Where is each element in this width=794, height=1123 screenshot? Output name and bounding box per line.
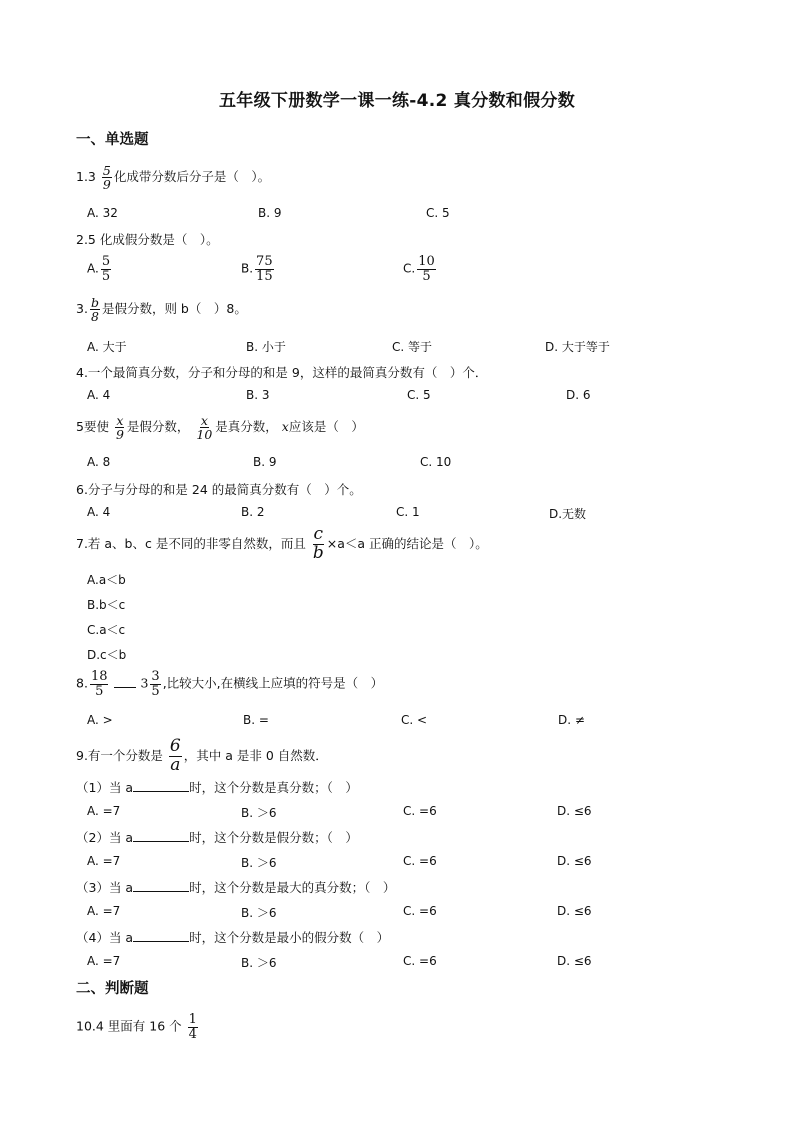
q6-option-b[interactable]: B. 2 bbox=[241, 505, 265, 519]
answer-blank[interactable] bbox=[133, 829, 189, 842]
q7-option-d[interactable]: D.c＜b bbox=[87, 648, 127, 662]
q6-option-d[interactable]: D.无数 bbox=[549, 507, 587, 521]
q5-option-a[interactable]: A. 8 bbox=[87, 455, 111, 469]
question-2: 2.5 化成假分数是（ ）。 bbox=[76, 232, 219, 247]
fraction-b-8: $\frac{b}{8}$ bbox=[90, 295, 99, 325]
question-1-text: 化成带分数后分子是（ ）。 bbox=[113, 169, 271, 185]
q4-option-a[interactable]: A. 4 bbox=[87, 388, 111, 402]
q9-sub-3: （3）当 a 时，这个分数是最大的真分数；（ ） bbox=[76, 880, 396, 895]
fraction-c-b: $\frac{c}{b}$ bbox=[312, 524, 324, 563]
q8-option-b[interactable]: B. = bbox=[243, 713, 269, 727]
q4-option-b[interactable]: B. 3 bbox=[246, 388, 270, 402]
q4-option-c[interactable]: C. 5 bbox=[407, 388, 431, 402]
q9-3-option-c[interactable]: C. =6 bbox=[403, 904, 437, 918]
q9-2-option-a[interactable]: A. =7 bbox=[87, 854, 121, 868]
q7-option-a[interactable]: A.a＜b bbox=[87, 573, 126, 587]
fraction-5-9: $\frac{5}{9}$ bbox=[102, 163, 111, 193]
question-9: 9.有一个分数是 $\frac{6}{a}$ ，其中 a 是非 0 自然数． bbox=[76, 736, 328, 775]
q9-3-option-d[interactable]: D. ≤6 bbox=[557, 904, 592, 918]
q5-option-c[interactable]: C. 10 bbox=[420, 455, 452, 469]
section-heading-single-choice: 一、单选题 bbox=[76, 132, 149, 148]
q2-option-c[interactable]: C. $\frac{10}{5}$ bbox=[403, 254, 435, 284]
section-heading-true-false: 二、判断题 bbox=[76, 981, 149, 997]
q9-4-option-b[interactable]: B. ＞6 bbox=[241, 956, 277, 970]
q9-1-option-d[interactable]: D. ≤6 bbox=[557, 804, 592, 818]
q9-4-option-d[interactable]: D. ≤6 bbox=[557, 954, 592, 968]
question-1-prefix: 1.3 bbox=[76, 169, 96, 185]
fraction-10-5: $\frac{10}{5}$ bbox=[418, 254, 435, 284]
q3-option-a[interactable]: A. 大于 bbox=[87, 340, 127, 354]
q9-sub-4: （4）当 a 时，这个分数是最小的假分数（ ） bbox=[76, 930, 390, 945]
question-7: 7.若 a、b、c 是不同的非零自然数，而且 $\frac{c}{b}$ ×a＜a 正确的结论是（ ）。 bbox=[76, 524, 488, 563]
q9-2-option-b[interactable]: B. ＞6 bbox=[241, 856, 277, 870]
question-3: 3. $\frac{b}{8}$ 是假分数，则 b（ ）8。 bbox=[76, 295, 247, 325]
question-10: 10.4 里面有 16 个 $\frac{1}{4}$ bbox=[76, 1012, 197, 1042]
q9-3-option-b[interactable]: B. ＞6 bbox=[241, 906, 277, 920]
q2-option-b[interactable]: B. $\frac{75}{15}$ bbox=[241, 254, 273, 284]
fraction-x-10: $\frac{x}{10}$ bbox=[196, 413, 213, 443]
q9-4-option-a[interactable]: A. =7 bbox=[87, 954, 121, 968]
fraction-5-5: $\frac{5}{5}$ bbox=[101, 254, 111, 284]
q8-option-c[interactable]: C. < bbox=[401, 713, 428, 727]
q9-sub-1: （1）当 a 时，这个分数是真分数；（ ） bbox=[76, 780, 358, 795]
mixed-fraction-3-5: $\frac{3}{5}$ bbox=[151, 669, 160, 699]
question-4: 4.一个最简真分数，分子和分母的和是 9，这样的最简真分数有（ ）个． bbox=[76, 365, 488, 380]
fraction-18-5: $\frac{18}{5}$ bbox=[90, 669, 108, 699]
q3-option-d[interactable]: D. 大于等于 bbox=[545, 340, 610, 354]
q1-option-b[interactable]: B. 9 bbox=[258, 206, 282, 220]
fraction-75-15: $\frac{75}{15}$ bbox=[256, 254, 273, 284]
q9-1-option-c[interactable]: C. =6 bbox=[403, 804, 437, 818]
q9-sub-2: （2）当 a 时，这个分数是假分数；（ ） bbox=[76, 830, 358, 845]
answer-blank[interactable] bbox=[133, 879, 189, 892]
q4-option-d[interactable]: D. 6 bbox=[566, 388, 591, 402]
fraction-1-4: $\frac{1}{4}$ bbox=[188, 1012, 197, 1042]
q1-option-a[interactable]: A. 32 bbox=[87, 206, 118, 220]
fraction-x-9: $\frac{x}{9}$ bbox=[115, 413, 124, 443]
answer-blank[interactable] bbox=[133, 779, 189, 792]
question-6: 6.分子与分母的和是 24 的最简真分数有（ ）个。 bbox=[76, 482, 362, 497]
question-5: 5要使 $\frac{x}{9}$ 是假分数， $\frac{x}{10}$ 是真分数， x应该是（ ） bbox=[76, 413, 364, 443]
q3-option-c[interactable]: C. 等于 bbox=[392, 340, 433, 354]
q9-1-option-a[interactable]: A. =7 bbox=[87, 804, 121, 818]
q7-option-c[interactable]: C.a＜c bbox=[87, 623, 126, 637]
q9-2-option-d[interactable]: D. ≤6 bbox=[557, 854, 592, 868]
q8-option-a[interactable]: A. > bbox=[87, 713, 113, 727]
q9-2-option-c[interactable]: C. =6 bbox=[403, 854, 437, 868]
q1-option-c[interactable]: C. 5 bbox=[426, 206, 450, 220]
question-1 bbox=[76, 164, 270, 191]
q7-option-b[interactable]: B.b＜c bbox=[87, 598, 126, 612]
q8-option-d[interactable]: D. ≠ bbox=[558, 713, 585, 727]
fraction-6-a: $\frac{6}{a}$ bbox=[169, 736, 181, 775]
q6-option-a[interactable]: A. 4 bbox=[87, 505, 111, 519]
q5-option-b[interactable]: B. 9 bbox=[253, 455, 277, 469]
q6-option-c[interactable]: C. 1 bbox=[396, 505, 420, 519]
q9-4-option-c[interactable]: C. =6 bbox=[403, 954, 437, 968]
q3-option-b[interactable]: B. 小于 bbox=[246, 340, 286, 354]
answer-blank[interactable] bbox=[133, 929, 189, 942]
comparison-blank[interactable] bbox=[114, 675, 136, 688]
q9-3-option-a[interactable]: A. =7 bbox=[87, 904, 121, 918]
page-title: 五年级下册数学一课一练-4.2 真分数和假分数 bbox=[219, 91, 575, 111]
q9-1-option-b[interactable]: B. ＞6 bbox=[241, 806, 277, 820]
q2-option-a[interactable]: A. $\frac{5}{5}$ bbox=[87, 254, 111, 284]
question-8: 8. $\frac{18}{5}$ 3 $\frac{3}{5}$ ,比较大小,在横线上应填的符号是（ ） bbox=[76, 669, 384, 699]
